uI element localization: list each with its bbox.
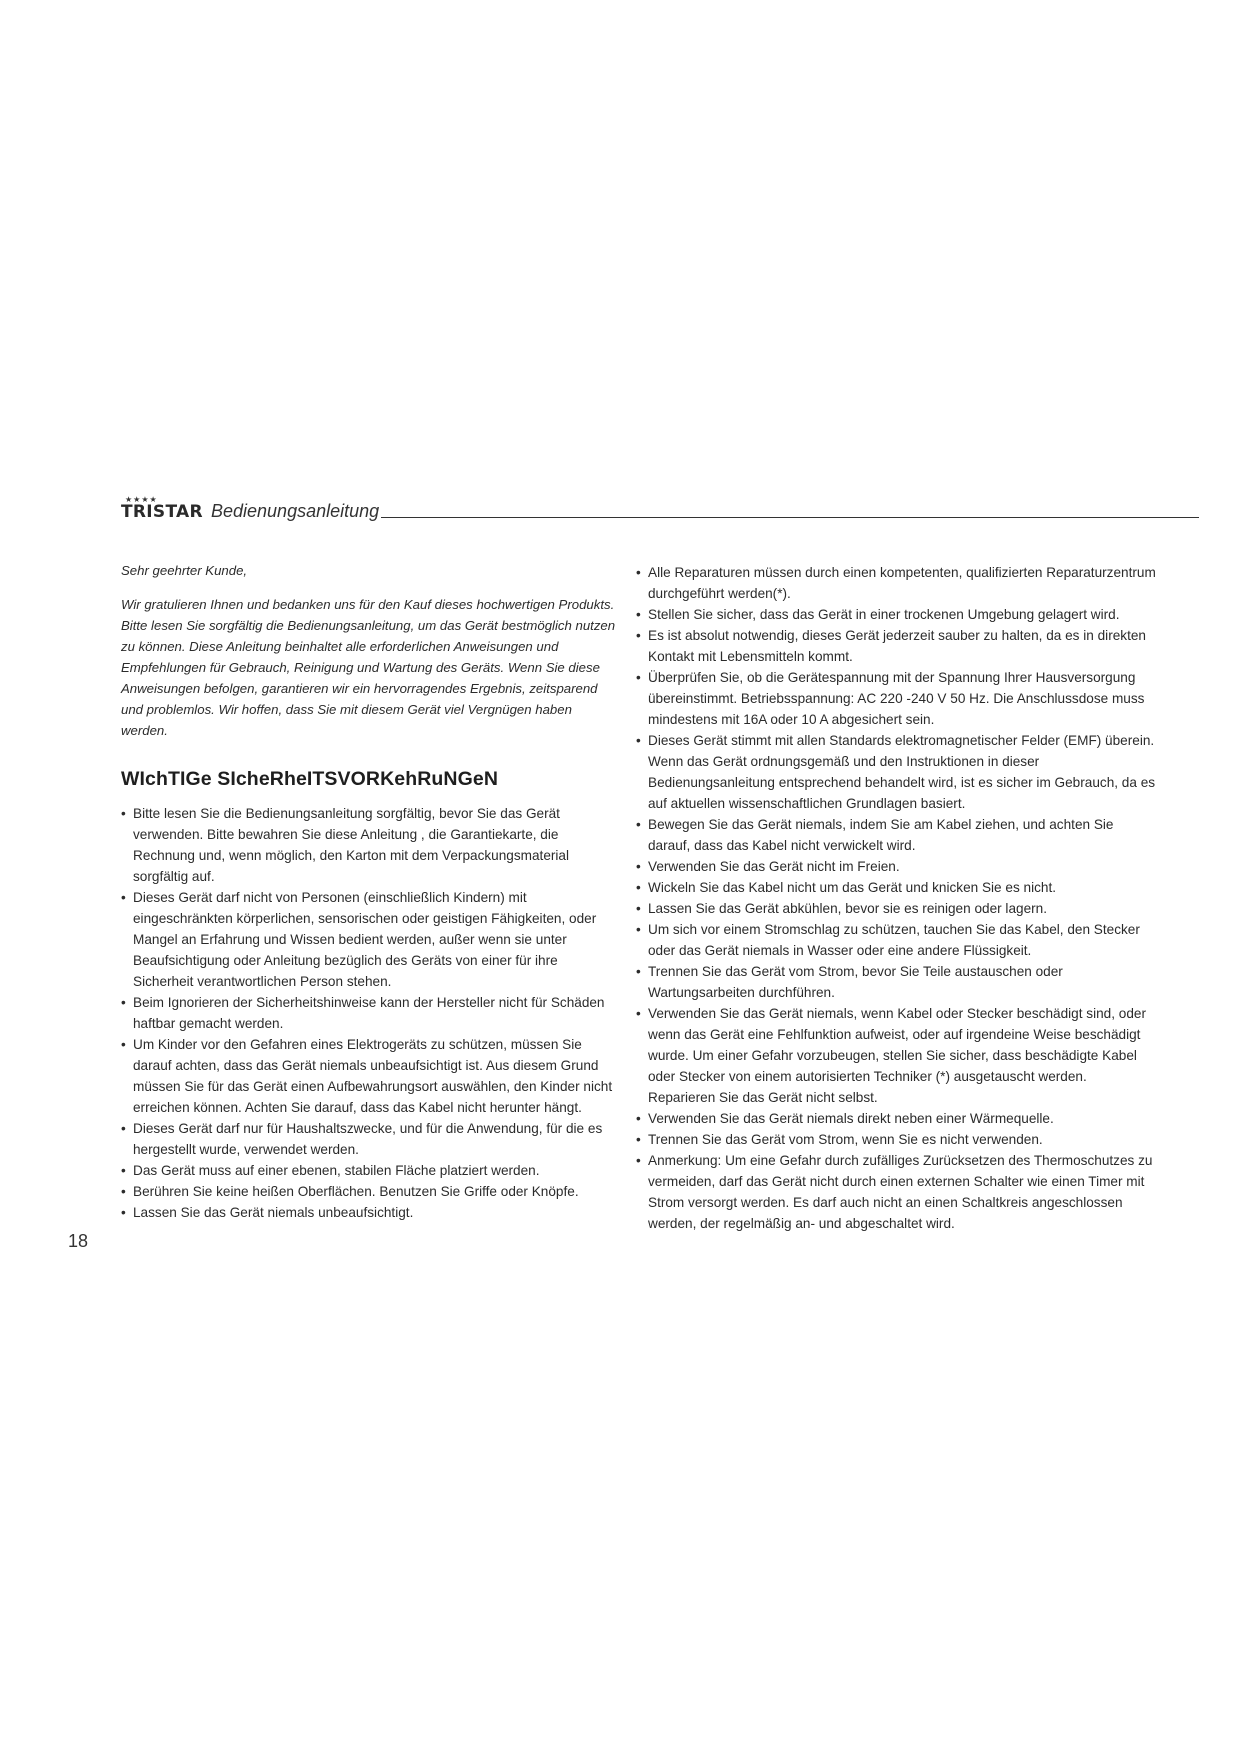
list-item: • Lassen Sie das Gerät niemals unbeaufsichtigt. — [121, 1202, 621, 1223]
list-item: • Berühren Sie keine heißen Oberflächen. Benutzen Sie Griffe oder Knöpfe. — [121, 1181, 621, 1202]
list-item: • Dieses Gerät darf nicht von Personen (einschließlich Kindern) mit eingeschränkten körperlichen, sensorischen oder geistigen Fähigkeiten, oder Mangel an Erfahrung und Wissen bedient werden, außer wenn sie unter Beaufsichtigung oder Anleitung bezüglich des Geräts von einer für ihre Sicherheit verantwortlichen Person stehen. — [121, 887, 621, 992]
brand-stars-icon: ★★★★ — [125, 495, 158, 504]
list-item: • Verwenden Sie das Gerät niemals, wenn Kabel oder Stecker beschädigt sind, oder wenn das Gerät eine Fehlfunktion aufweist, oder auf irgendeine Weise beschädigt wurde. Um einer Gefahr vorzubeugen, stellen Sie sicher, dass beschädigte Kabel oder Stecker von einem autorisierten Techniker (*) ausgetauscht werden. Reparieren Sie das Gerät nicht selbst. — [636, 1003, 1156, 1108]
list-item: • Wickeln Sie das Kabel nicht um das Gerät und knicken Sie es nicht. — [636, 877, 1156, 898]
section-title: WIchTIGe SIcheRheITSVORKehRuNGeN — [121, 768, 499, 790]
safety-list-left — [121, 803, 621, 1223]
list-item: • Überprüfen Sie, ob die Gerätespannung mit der Spannung Ihrer Hausversorgung übereinstimmt. Betriebsspannung: AC 220 -240 V 50 Hz. Die Anschlussdose muss mindestens mit 16A oder 10 A abgesichert sein. — [636, 667, 1156, 730]
intro-paragraph: Wir gratulieren Ihnen und bedanken uns für den Kauf dieses hochwertigen Produkts. Bitte lesen Sie sorgfältig die Bedienungsanleitung, um das Gerät bestmöglich nutzen zu können. Diese Anleitung beinhaltet alle erforderlichen Anweisungen und Empfehlungen für Gebrauch, Reinigung und Wartung des Geräts. Wenn Sie diese Anweisungen befolgen, garantieren wir ein hervorragendes Ergebnis, zeitsparend und problemlos. Wir hoffen, dass Sie mit diesem Gerät viel Vergnügen haben werden. — [121, 597, 616, 738]
list-item: • Lassen Sie das Gerät abkühlen, bevor sie es reinigen oder lagern. — [636, 898, 1156, 919]
list-item: • Verwenden Sie das Gerät niemals direkt neben einer Wärmequelle. — [636, 1108, 1156, 1129]
list-item: • Trennen Sie das Gerät vom Strom, bevor Sie Teile austauschen oder Wartungsarbeiten durchführen. — [636, 961, 1156, 1003]
list-item: • Um sich vor einem Stromschlag zu schützen, tauchen Sie das Kabel, den Stecker oder das Gerät niemals in Wasser oder eine andere Flüssigkeit. — [636, 919, 1156, 961]
list-item: • Dieses Gerät darf nur für Haushaltszwecke, und für die Anwendung, für die es hergestellt wurde, verwendet werden. — [121, 1118, 621, 1160]
page-number: 18 — [68, 1231, 89, 1251]
left-column — [121, 560, 621, 1223]
list-item: • Anmerkung: Um eine Gefahr durch zufälliges Zurücksetzen des Thermoschutzes zu vermeiden, darf das Gerät nicht durch einen externen Schalter wie einen Timer mit Strom versorgt werden. Es darf auch nicht an einen Schaltkreis angeschlossen werden, der regelmäßig an- und abgeschaltet wird. — [636, 1150, 1156, 1234]
list-item: • Verwenden Sie das Gerät nicht im Freien. — [636, 856, 1156, 877]
list-item: • Dieses Gerät stimmt mit allen Standards elektromagnetischer Felder (EMF) überein. Wenn das Gerät ordnungsgemäß und den Instruktionen in dieser Bedienungsanleitung entsprechend behandelt wird, ist es sicher im Gebrauch, da es auf aktuellen wissenschaftlichen Grundlagen basiert. — [636, 730, 1156, 814]
list-item: • Beim Ignorieren der Sicherheitshinweise kann der Hersteller nicht für Schäden haftbar gemacht werden. — [121, 992, 621, 1034]
right-column — [636, 562, 1156, 1234]
list-item: • Das Gerät muss auf einer ebenen, stabilen Fläche platziert werden. — [121, 1160, 621, 1181]
list-item: • Stellen Sie sicher, dass das Gerät in einer trockenen Umgebung gelagert wird. — [636, 604, 1156, 625]
page-header — [121, 497, 1199, 523]
greeting: Sehr geehrter Kunde, — [121, 563, 248, 578]
header-rule — [381, 517, 1199, 518]
list-item: • Um Kinder vor den Gefahren eines Elektrogeräts zu schützen, müssen Sie darauf achten, dass das Gerät niemals unbeaufsichtigt ist. Aus diesem Grund müssen Sie für das Gerät einen Aufbewahrungsort auswählen, den Kinder nicht erreichen können. Achten Sie darauf, dass das Kabel nicht herunter hängt. — [121, 1034, 621, 1118]
safety-list-right — [636, 562, 1156, 1234]
list-item: • Bitte lesen Sie die Bedienungsanleitung sorgfältig, bevor Sie das Gerät verwenden. Bitte bewahren Sie diese Anleitung , die Garantiekarte, die Rechnung und, wenn möglich, den Karton mit dem Verpackungsmaterial sorgfältig auf. — [121, 803, 621, 887]
list-item: • Bewegen Sie das Gerät niemals, indem Sie am Kabel ziehen, und achten Sie darauf, dass das Kabel nicht verwickelt wird. — [636, 814, 1156, 856]
brand-logo: TRISTAR — [121, 502, 203, 522]
list-item: • Alle Reparaturen müssen durch einen kompetenten, qualifizierten Reparaturzentrum durchgeführt werden(*). — [636, 562, 1156, 604]
header-title: Bedienungsanleitung — [211, 501, 380, 521]
list-item: • Trennen Sie das Gerät vom Strom, wenn Sie es nicht verwenden. — [636, 1129, 1156, 1150]
list-item: • Es ist absolut notwendig, dieses Gerät jederzeit sauber zu halten, da es in direkten Kontakt mit Lebensmitteln kommt. — [636, 625, 1156, 667]
